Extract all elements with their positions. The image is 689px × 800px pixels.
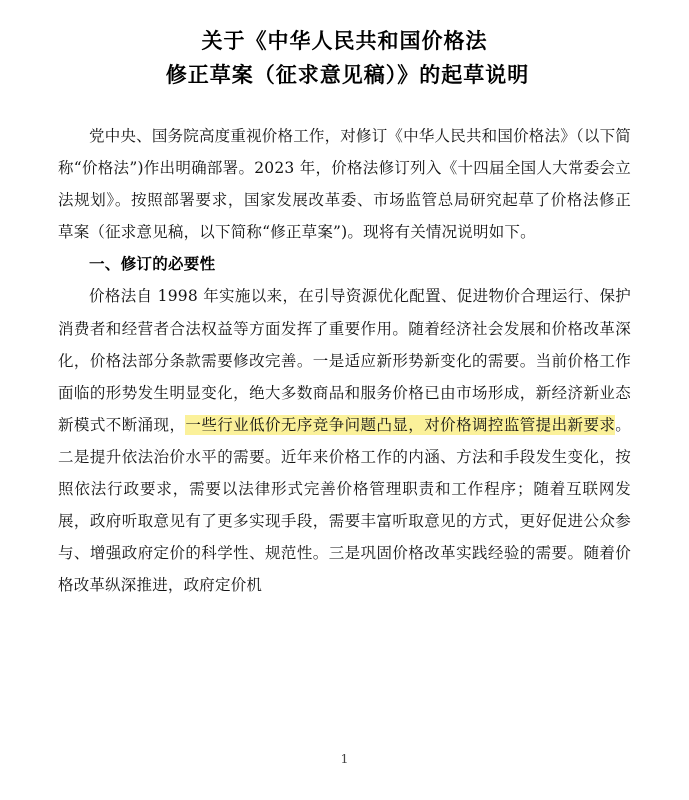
highlighted-text: 一些行业低价无序竞争问题凸显，对价格调控监管提出新要求	[185, 415, 616, 434]
paragraph-intro-text: 党中央、国务院高度重视价格工作，对修订《中华人民共和国价格法》（以下简称“价格法”)作出明确部署。2023 年，价格法修订列入《十四届全国人大常委会立法规划》。按照部署要求，国家发展改革委、市场监管总局研究起草了价格法修正草案（征求意见稿，以下简称“修正草案”)。现将有关情况说明如下。	[58, 127, 631, 242]
paragraph-intro	[58, 120, 631, 248]
document-body	[58, 120, 631, 601]
paragraph-necessity-run-3: 。二是提升依法治价水平的需要。近年来价格工作的内涵、方法和手段发生变化，按照依法行政要求，需要以法律形式完善价格管理职责和工作程序；随着互联网发展，政府听取意见有了更多实现手段，需要丰富听取意见的方式，更好促进公众参与、增强政府定价的科学性、规范性。三是巩固价格改革实践经验的需要。随着价格改革纵深推进，政府定价机	[58, 415, 631, 595]
page-title	[58, 24, 631, 92]
page-title-line-1: 关于《中华人民共和国价格法	[201, 28, 488, 53]
section-heading-necessity	[58, 248, 631, 280]
page-number: 1	[340, 751, 349, 766]
page-title-line-2: 修正草案（征求意见稿）》的起草说明	[165, 62, 530, 88]
section-heading-necessity-text: 一、修订的必要性	[89, 254, 216, 274]
paragraph-necessity-run-1: 价格法自 1998 年实施以来，在引导资源优化配置、促进物价合理运行、保护消费者和经营者合法权益等方面发挥了重要作用。随着经济社会发展和价格改革深化，价格法部分条款需要修改完善。一是适应新形势新变化的需要。当前价格工作面临的形势发生明显变化，绝大多数商品和服务价格已由市场形成，新经济新业态新模式不断涌现，	[58, 287, 631, 434]
paragraph-necessity	[58, 280, 631, 601]
